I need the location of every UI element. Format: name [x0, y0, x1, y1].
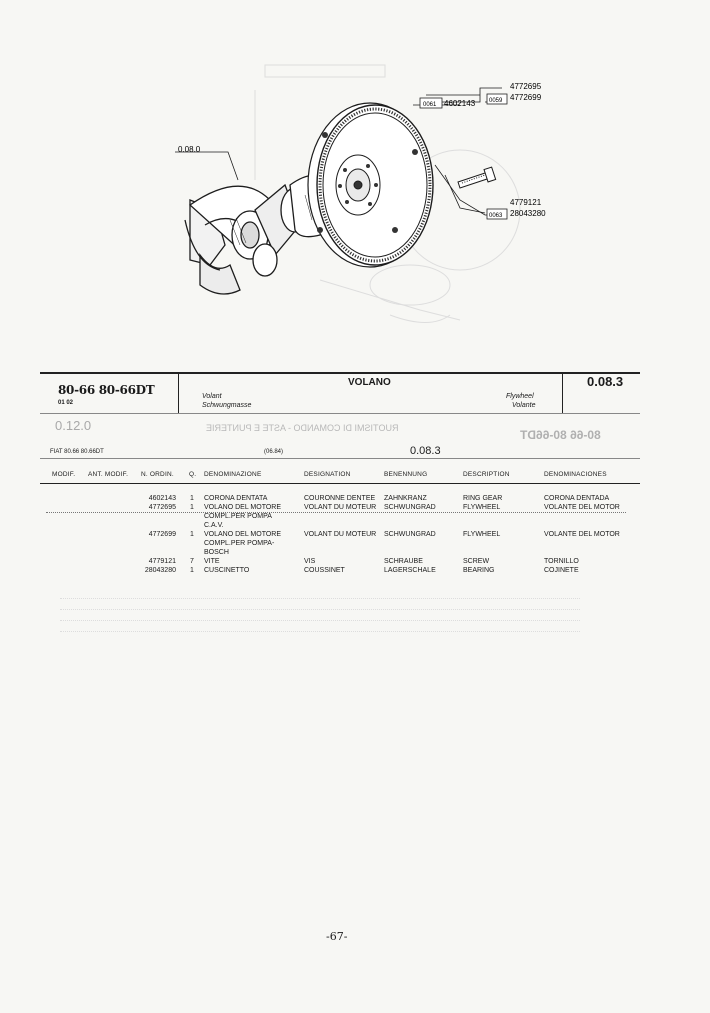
name-it: VITE: [204, 558, 220, 565]
name-en: BEARING: [463, 567, 495, 574]
name-de: SCHWUNGRAD: [384, 531, 436, 538]
col-denominaciones: DENOMINACIONES: [544, 471, 607, 478]
name-es: VOLANTE DEL MOTOR: [544, 504, 620, 511]
subtitle-de: Schwungmasse: [202, 402, 252, 409]
name-de: LAGERSCHALE: [384, 567, 436, 574]
name-it: COMPL.PER POMPA: [204, 513, 272, 520]
col-q: Q.: [189, 471, 197, 478]
name-es: TORNILLO: [544, 558, 579, 565]
name-it: BOSCH: [204, 549, 229, 556]
col-n-ordin: N. ORDIN.: [141, 471, 174, 478]
col-ant-modif: ANT. MODIF.: [88, 471, 129, 478]
page-number: -67-: [326, 930, 348, 943]
quantity: 7: [190, 558, 194, 565]
part-number: 4772699: [148, 531, 176, 538]
part-4772695-label: 4772695: [510, 82, 542, 91]
name-fr: COURONNE DENTEE: [304, 495, 376, 502]
part-number: 28043280: [144, 567, 176, 574]
ghost-section-ref: 0.12.0: [55, 418, 92, 433]
col-modif: MODIF.: [52, 471, 76, 478]
ref-0061: 0061: [423, 102, 437, 108]
name-it: VOLANO DEL MOTORE: [204, 504, 282, 511]
subtitle-es: Volante: [512, 402, 536, 409]
part-4602143-label: 4602143: [444, 99, 476, 108]
date-ref: (06.84): [264, 449, 284, 455]
section-code: 0.08.3: [587, 374, 624, 389]
name-es: COJINETE: [544, 567, 579, 574]
quantity: 1: [190, 504, 194, 511]
name-en: RING GEAR: [463, 495, 503, 502]
ghost-table-bleed: [60, 590, 580, 660]
name-it: C.A.V.: [204, 522, 224, 529]
name-fr: VOLANT DU MOTEUR: [304, 504, 377, 511]
name-fr: VOLANT DU MOTEUR: [304, 531, 377, 538]
name-es: CORONA DENTADA: [544, 495, 610, 502]
name-fr: COUSSINET: [304, 567, 345, 574]
col-denominazione: DENOMINAZIONE: [204, 471, 262, 478]
section-code-small: 0.08.3: [410, 445, 441, 457]
name-it: CUSCINETTO: [204, 567, 250, 574]
part-number: 4779121: [148, 558, 176, 565]
flywheel-bolt-drawing: [458, 167, 496, 188]
name-de: SCHRAUBE: [384, 558, 423, 565]
name-fr: VIS: [304, 558, 316, 565]
applicability: FIAT 80.66 80.66DT: [50, 449, 104, 455]
part-4779121-label: 4779121: [510, 198, 542, 207]
name-it: CORONA DENTATA: [204, 495, 268, 502]
ref-0059: 0059: [489, 98, 503, 104]
col-benennung: BENENNUNG: [384, 471, 428, 478]
name-en: FLYWHEEL: [463, 531, 501, 538]
flywheel-exploded-diagram: [40, 60, 640, 360]
name-de: SCHWUNGRAD: [384, 504, 436, 511]
model-title: 80-66 80-66DT: [58, 383, 155, 397]
subtitle-en: Flywheel: [506, 393, 534, 400]
part-number: 4772695: [148, 504, 176, 511]
ghost-bleed-models: 80-66 80-66DT: [520, 428, 601, 442]
date-code: 01 02: [58, 400, 74, 406]
section-label-080: 0.08.0: [178, 145, 201, 154]
part-4772699-label: 4772699: [510, 93, 542, 102]
subtitle-fr: Volant: [202, 393, 222, 400]
col-description: DESCRIPTION: [463, 471, 510, 478]
flywheel-drawing: [308, 103, 433, 267]
col-designation: DESIGNATION: [304, 471, 351, 478]
name-es: VOLANTE DEL MOTOR: [544, 531, 620, 538]
ref-0063: 0063: [489, 213, 503, 219]
quantity: 1: [190, 531, 194, 538]
quantity: 1: [190, 495, 194, 502]
part-number: 4602143: [148, 495, 176, 502]
ghost-bleed-title: RUOTISMI DI COMANDO - ASTE E PUNTERIE: [206, 423, 399, 433]
part-28043280-label: 28043280: [510, 209, 546, 218]
name-en: SCREW: [463, 558, 490, 565]
section-title: VOLANO: [348, 377, 391, 388]
row-separator: [46, 512, 626, 513]
name-de: ZAHNKRANZ: [384, 495, 427, 502]
quantity: 1: [190, 567, 194, 574]
name-en: FLYWHEEL: [463, 504, 501, 511]
name-it: COMPL.PER POMPA-: [204, 540, 275, 547]
name-it: VOLANO DEL MOTORE: [204, 531, 282, 538]
